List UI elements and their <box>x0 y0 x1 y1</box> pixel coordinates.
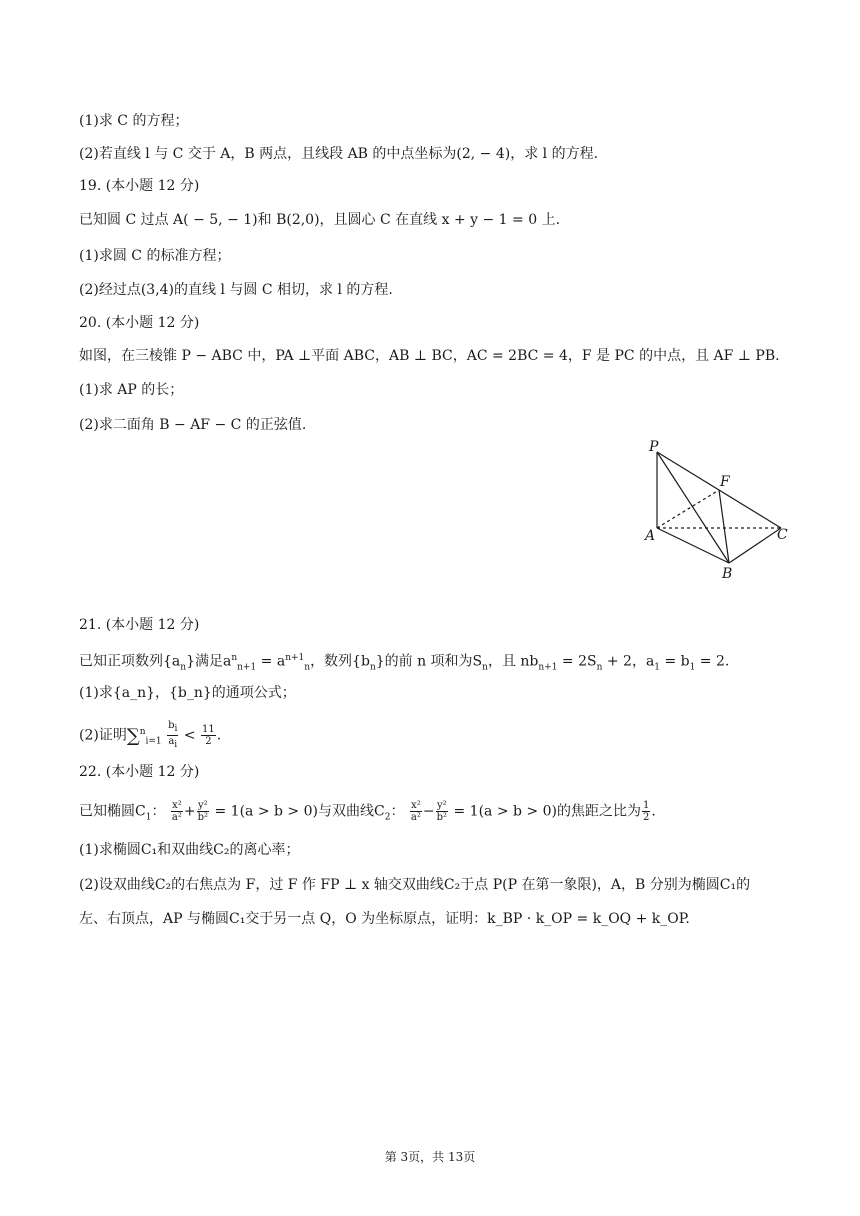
q22-header: 22. (本小题 12 分) <box>79 764 200 780</box>
q22-part2-line2: 左、右顶点，AP 与椭圆C₁交于另一点 Q，O 为坐标原点，证明：k_BP · k_OP = k_OQ + k_OP. <box>79 911 690 927</box>
q21-part1: (1)求{a_n}，{b_n}的通项公式； <box>79 685 296 701</box>
q18-part1: (1)求 C 的方程； <box>79 113 189 129</box>
q22-part2-line1: (2)设双曲线C₂的右焦点为 F，过 F 作 FP ⊥ x 轴交双曲线C₂于点 P(P 在第一象限)，A，B 分别为椭圆C₁的 <box>79 877 751 893</box>
label-c: C <box>777 527 788 543</box>
q20-part1: (1)求 AP 的长； <box>79 382 184 398</box>
q20-part2: (2)求二面角 B − AF − C 的正弦值. <box>79 417 307 433</box>
tetrahedron-figure <box>640 436 800 584</box>
q19-part1: (1)求圆 C 的标准方程； <box>79 248 231 264</box>
q21-stem: 已知正项数列$\{a_n\}$满足$a^n_{n+1} = a^{n+1}_n$，数列$\{b_n\}$的前 n 项和为$S_n$，且 $nb_{n+1} = 2S_n + 2$，$a_1 = b_1 = 2$. <box>79 653 730 673</box>
page-footer: 第 3页，共 13页 <box>384 1150 476 1164</box>
q18-part2: (2)若直线 l 与 C 交于 A，B 两点，且线段 AB 的中点坐标为(2, − 4)，求 l 的方程. <box>79 146 599 162</box>
label-f: F <box>720 474 730 490</box>
q19-stem: 已知圆 C 过点 A( − 5, − 1)和 B(2,0)，且圆心 C 在直线 x + y − 1 = 0 上. <box>79 212 561 228</box>
q19-part2: (2)经过点(3,4)的直线 l 与圆 C 相切，求 l 的方程. <box>79 282 393 298</box>
q20-header: 20. (本小题 12 分) <box>79 315 200 331</box>
q22-stem: 已知椭圆$C_1$： $\frac{\text{x²}}{\text{a²}}$ + $\frac{\text{y²}}{\text{b²}}$ = 1(a > b > 0)与双曲线$C_2$： $\frac{\text{x²}}{\text{a²}}$ − $\frac{\text{y²}}{\text{b²}}$ = 1(a > b > 0)的焦距之比为 $\frac{1}{2}$ . <box>79 800 656 823</box>
label-p: P <box>649 439 659 455</box>
q22-part1: (1)求椭圆C₁和双曲线C₂的离心率； <box>79 842 300 858</box>
q19-header: 19. (本小题 12 分) <box>79 178 200 194</box>
label-b: B <box>722 566 733 582</box>
q20-stem: 如图，在三棱锥 P − ABC 中，PA ⊥平面 ABC，AB ⊥ BC，AC = 2BC = 4，F 是 PC 的中点，且 AF ⊥ PB. <box>79 348 780 364</box>
q21-header: 21. (本小题 12 分) <box>79 617 200 633</box>
q21-part2: (2)证明∑$^n_{i=1}$ $\frac{b_i}{a_i}$ < $\frac{11}{2}$ . <box>79 720 222 750</box>
label-a: A <box>645 528 656 544</box>
